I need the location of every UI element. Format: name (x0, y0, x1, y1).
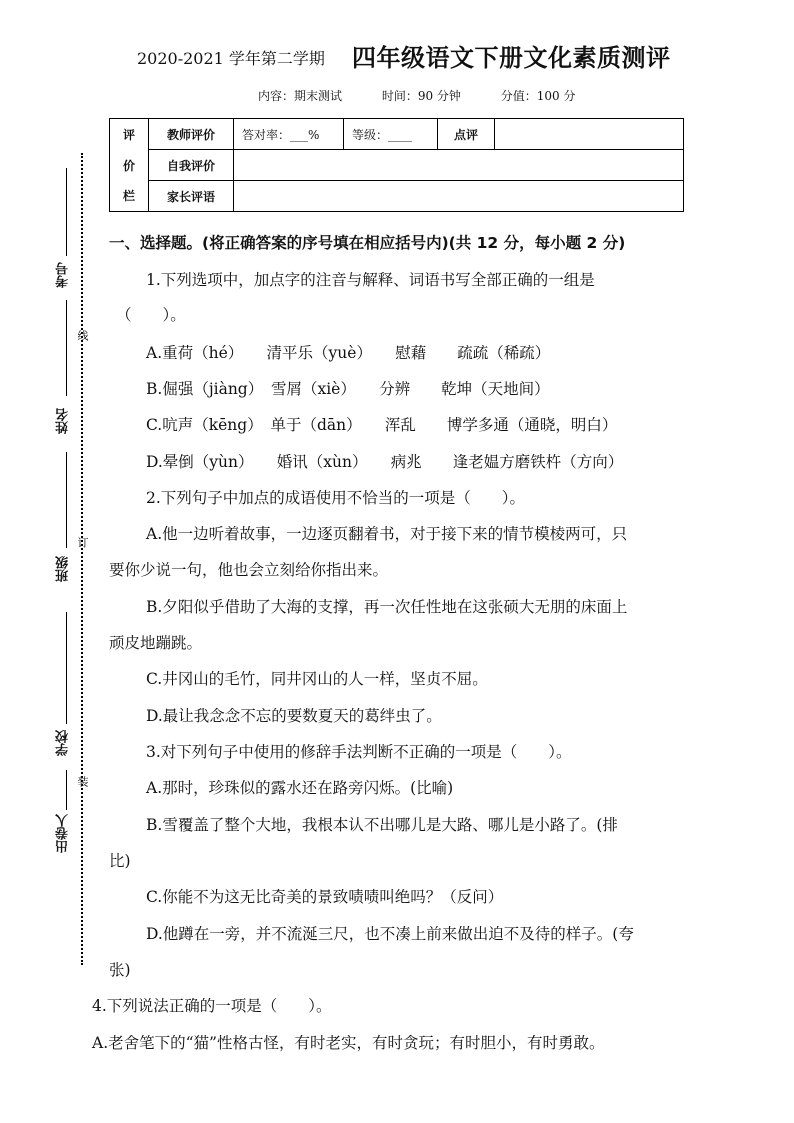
binding-dotted-line (81, 153, 83, 965)
q1-option-c: C.吭声（kēng） 单于（dān） 浑乱 博学多通（通晓，明白） (146, 416, 618, 434)
q4-option-a: A.老舍笔下的“猫”性格古怪，有时老实，有时贪玩；有时胆小，有时勇敢。 (92, 1034, 605, 1052)
q1-option-a: A.重荷（hé） 清平乐（yuè） 慰藉 疏疏（稀疏） (146, 344, 551, 362)
q2-option-b-cont: 顽皮地蹦跳。 (109, 634, 203, 652)
class-label: 班级 (56, 556, 71, 582)
school-label: 学校 (56, 730, 71, 756)
content-label: 内容：期末测试 (258, 89, 343, 103)
q2-option-c: C.井冈山的毛竹，同井冈山的人一样，坚贞不屈。 (146, 670, 488, 688)
self-eval-label: 自我评价 (149, 150, 234, 181)
binding-char-zhuang: 装 (76, 776, 89, 787)
comment-field[interactable] (495, 119, 684, 150)
q3-option-b: B.雪覆盖了整个大地，我根本认不出哪儿是大路、哪儿是小路了。(排 (146, 816, 618, 834)
self-eval-field[interactable] (234, 150, 684, 181)
q3-option-d: D.他蹲在一旁，并不流涎三尺，也不凑上前来做出迫不及待的样子。(夸 (146, 925, 634, 943)
q1-option-b: B.倔强（jiàng） 雪屑（xiè） 分辨 乾坤（天地间） (146, 380, 550, 398)
binding-char-ding: 订 (76, 537, 89, 548)
class-line[interactable] (66, 452, 67, 548)
name-line[interactable] (66, 300, 67, 396)
page-title: 四年级语文下册文化素质测评 (352, 43, 671, 72)
question-2-stem: 2.下列句子中加点的成语使用不恰当的一项是（ ）。 (146, 489, 526, 507)
question-3-stem: 3.对下列句子中使用的修辞手法判断不正确的一项是（ ）。 (146, 743, 572, 761)
exam-no-label: 考号 (56, 262, 71, 288)
evaluation-table (109, 118, 684, 212)
parent-comment-field[interactable] (234, 181, 684, 212)
q2-option-a: A.他一边听着故事，一边逐页翻着书，对于接下来的情节模棱两可，只 (146, 525, 628, 543)
eval-side-char: 评 (110, 119, 149, 150)
exam-no-line[interactable] (66, 168, 67, 256)
exam-info (258, 87, 612, 104)
q3-option-d-cont: 张) (109, 961, 131, 979)
grade-field[interactable]: 等级：____ (344, 119, 438, 150)
setter-line[interactable] (66, 770, 67, 810)
name-label: 姓名 (56, 408, 71, 434)
score-label: 分值：100 分 (500, 89, 576, 103)
q2-option-b: B.夕阳似乎借助了大海的支撑，再一次任性地在这张硕大无朋的床面上 (146, 598, 628, 616)
question-4-stem: 4.下列说法正确的一项是（ ）。 (92, 997, 332, 1015)
q2-option-d: D.最让我念念不忘的要数夏天的葛绊虫了。 (146, 707, 442, 725)
q1-option-d: D.晕倒（yùn） 婚讯（xùn） 病兆 逢老媪方磨铁杵（方向） (146, 453, 624, 471)
answer-bracket[interactable]: （ ）。 (116, 306, 186, 324)
q3-option-c: C.你能不为这无比奇美的景致啧啧叫绝吗？（反问） (146, 888, 504, 906)
parent-comment-label: 家长评语 (149, 181, 234, 212)
binding-char-xian: 线 (76, 330, 89, 341)
accuracy-field[interactable]: 答对率：___% (234, 119, 344, 150)
question-1-stem: 1.下列选项中，加点字的注音与解释、词语书写全部正确的一组是 (146, 271, 595, 289)
q3-option-b-cont: 比) (109, 852, 131, 870)
time-label: 时间：90 分钟 (381, 89, 461, 103)
q3-option-a: A.那时，珍珠似的露水还在路旁闪烁。(比喻) (146, 779, 454, 797)
teacher-eval-label: 教师评价 (149, 119, 234, 150)
comment-label: 点评 (438, 119, 495, 150)
eval-side-char: 栏 (110, 181, 149, 212)
term-label: 2020-2021 学年第二学期 (137, 49, 325, 68)
eval-side-char: 价 (110, 150, 149, 181)
setter-label: 出卷人 (56, 814, 71, 853)
page-header (0, 38, 794, 72)
q2-option-a-cont: 要你少说一句，他也会立刻给你指出来。 (109, 561, 389, 579)
school-line[interactable] (66, 612, 67, 724)
section-heading: 一、选择题。(将正确答案的序号填在相应括号内)(共 12 分，每小题 2 分) (109, 234, 626, 252)
